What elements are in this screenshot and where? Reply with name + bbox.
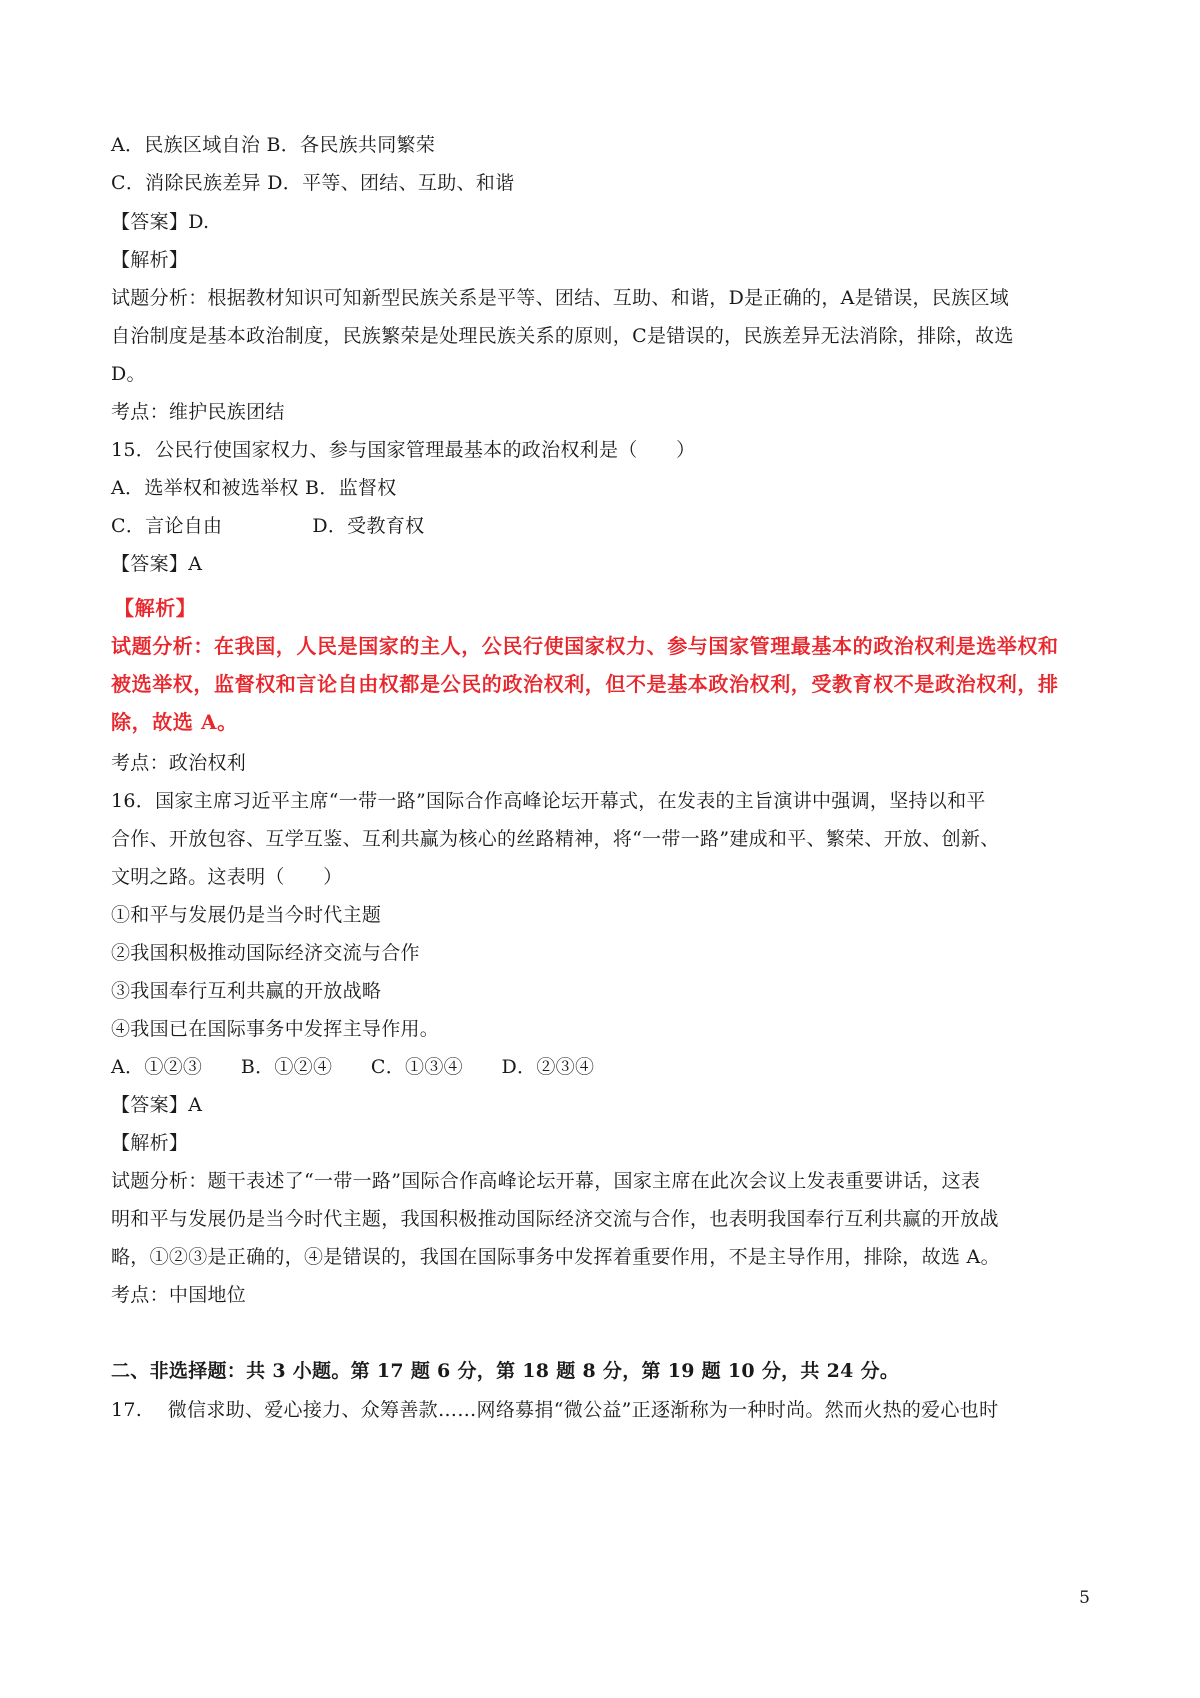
- page-number: 5: [1079, 1588, 1090, 1608]
- q16-statement-4: ④我国已在国际事务中发挥主导作用。: [111, 1018, 440, 1040]
- q16-statement-1: ①和平与发展仍是当今时代主题: [111, 904, 382, 926]
- q16-question-line-3: 文明之路。这表明（ ）: [111, 866, 343, 888]
- q15-analysis-heading: 【解析】: [114, 596, 197, 620]
- section-heading-nonchoice: 二、非选择题：共 3 小题。第 17 题 6 分，第 18 题 8 分，第 19 题 10 分，共 24 分。: [111, 1360, 900, 1382]
- q14-analysis-line-2: 自治制度是基本政治制度，民族繁荣是处理民族关系的原则，C是错误的，民族差异无法消除，排除，故选: [111, 325, 1014, 347]
- q15-analysis-line-2: 被选举权，监督权和言论自由权都是公民的政治权利，但不是基本政治权利，受教育权不是政治权利，排: [111, 672, 1059, 696]
- q15-question: 15．公民行使国家权力、参与国家管理最基本的政治权利是（ ）: [111, 439, 696, 461]
- q16-answer: 【答案】A: [111, 1094, 203, 1116]
- q15-options-cd: [111, 513, 1100, 539]
- q15-answer: 【答案】A: [111, 553, 203, 575]
- q14-analysis-heading: 【解析】: [111, 249, 189, 271]
- q16-statement-3: ③我国奉行互利共赢的开放战略: [111, 980, 382, 1002]
- q16-question-line-1: 16．国家主席习近平主席“一带一路”国际合作高峰论坛开幕式，在发表的主旨演讲中强调，坚持以和平: [111, 790, 986, 812]
- q15-option-d: D．受教育权: [312, 515, 425, 537]
- q16-statement-2: ②我国积极推动国际经济交流与合作: [111, 942, 420, 964]
- q16-analysis-line-3: 略，①②③是正确的，④是错误的，我国在国际事务中发挥着重要作用，不是主导作用，排除，故选 A。: [111, 1246, 1000, 1268]
- q14-topic: 考点：维护民族团结: [111, 401, 285, 423]
- q14-options-cd: C．消除民族差异 D．平等、团结、互助、和谐: [111, 172, 515, 194]
- q16-question-line-2: 合作、开放包容、互学互鉴、互利共赢为核心的丝路精神，将“一带一路”建成和平、繁荣、开放、创新、: [111, 828, 1000, 850]
- q15-analysis-line-3: 除，故选 A。: [111, 710, 238, 734]
- q14-analysis-line-1: 试题分析：根据教材知识可知新型民族关系是平等、团结、互助、和谐，D是正确的，A是错误，民族区域: [111, 287, 1010, 309]
- q17-question-line-1: 17. 微信求助、爱心接力、众筹善款……网络募捐“微公益”正逐渐称为一种时尚。然而火热的爱心也时: [111, 1399, 999, 1421]
- q16-topic: 考点：中国地位: [111, 1284, 247, 1306]
- q14-answer: 【答案】D.: [111, 211, 210, 233]
- q16-analysis-line-2: 明和平与发展仍是当今时代主题，我国积极推动国际经济交流与合作，也表明我国奉行互利共赢的开放战: [111, 1208, 999, 1230]
- q14-options-ab: A．民族区域自治 B．各民族共同繁荣: [111, 134, 436, 156]
- q15-topic: 考点：政治权利: [111, 752, 247, 774]
- q15-analysis-line-1: 试题分析：在我国，人民是国家的主人，公民行使国家权力、参与国家管理最基本的政治权利是选举权和: [111, 634, 1059, 658]
- q15-options-ab: A．选举权和被选举权 B．监督权: [111, 477, 397, 499]
- q16-options: A．①②③ B．①②④ C．①③④ D．②③④: [111, 1056, 595, 1078]
- q14-analysis-line-3: D。: [111, 363, 146, 385]
- q15-option-c: C．言论自由: [111, 515, 223, 537]
- q16-analysis-line-1: 试题分析：题干表述了“一带一路”国际合作高峰论坛开幕，国家主席在此次会议上发表重要讲话，这表: [111, 1170, 981, 1192]
- q16-analysis-heading: 【解析】: [111, 1132, 189, 1154]
